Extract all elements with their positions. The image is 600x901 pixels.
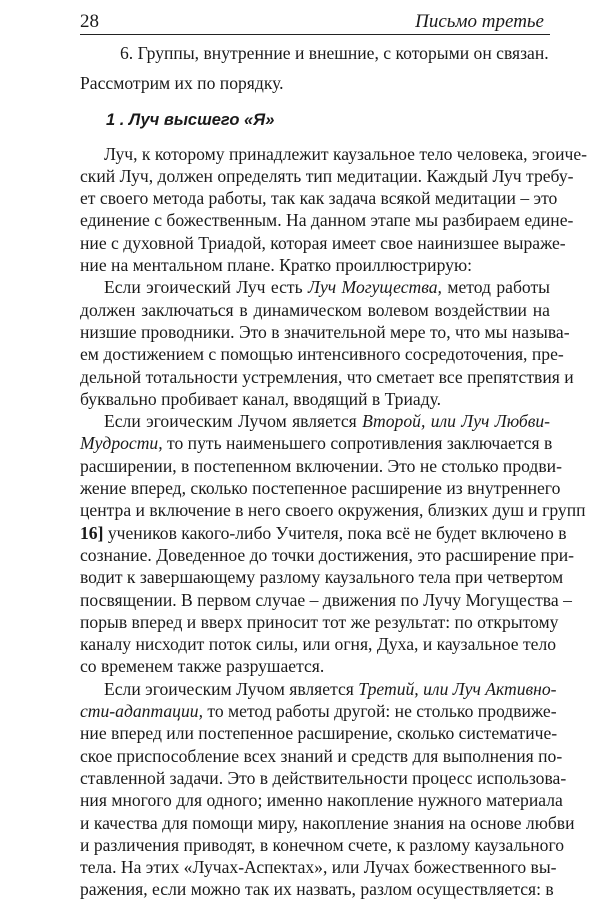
paragraph-line: и различения приводят, в конечном счете, к разлому каузального	[80, 834, 565, 855]
page-header	[80, 10, 550, 35]
paragraph-line: ражения, если можно так их назвать, разлом осуществляется: в	[80, 879, 554, 900]
paragraph-line	[80, 276, 550, 298]
paragraph-line: каналу нисходит поток силы, или огня, Духа, и каузальное тело	[80, 634, 557, 655]
list-item-6: 6. Группы, внутренние и внешние, с которыми он связан.	[120, 43, 549, 63]
paragraph-1	[80, 143, 588, 277]
running-title: Письмо третье	[415, 11, 544, 32]
paragraph-line: Луч, к которому принадлежит каузальное тело человека, эгоиче-	[104, 143, 588, 164]
text-run: Если эгоическим Лучом является	[104, 411, 363, 432]
text-run: Если эгоическим Лучом является	[104, 678, 359, 699]
intro-line: Рассмотрим их по порядку.	[80, 73, 284, 94]
body-text	[80, 42, 588, 901]
paragraph-line: ние на ментальном плане. Кратко проиллюстрирую:	[80, 255, 472, 276]
paragraph-line: ния многого для одного; именно накопление нужного материала	[80, 790, 563, 811]
paragraph-line	[80, 678, 557, 700]
paragraph-line: посвящении. В первом случае – движения по Лучу Могущества –	[80, 589, 572, 610]
paragraph-3	[80, 410, 586, 678]
paragraph-line: жение вперед, сколько постепенное расширение из внутреннего	[80, 478, 561, 499]
text-run: учеников какого-либо Учителя, пока всё не будет включено в	[103, 522, 567, 543]
italic-run: Второй, или Луч Любви-	[362, 411, 551, 432]
paragraph-line: ет своего метода работы, так как задача всякой медитации – это	[80, 188, 558, 209]
paragraph-line: ние с духовной Триадой, которая имеет свое наинизшее выраже-	[80, 232, 566, 253]
paragraph-line	[80, 522, 567, 544]
paragraph-line: должен заключаться в динамическом волевом воздействии на	[80, 299, 550, 320]
text-run: то путь наименьшего сопротивления заключается в	[162, 433, 553, 454]
paragraph-line: низшие проводники. Это в значительной мере то, что мы называ-	[80, 321, 570, 342]
page-number: 28	[80, 11, 99, 32]
paragraph-line: ставленной задачи. Это в действительности процесс использова-	[80, 767, 567, 788]
italic-run: сти-адаптации,	[80, 701, 203, 722]
paragraph-line: центра и включение в него своего окружения, близких душ и групп	[80, 500, 586, 521]
italic-run: Луч Могущества,	[308, 277, 442, 298]
paragraph-2	[80, 276, 574, 410]
paragraph-line	[80, 432, 553, 454]
paragraph-line: ский Луч, должен определять тип медитации. Каждый Луч требу-	[80, 165, 574, 186]
paragraph-line: расширении, в постепенном включении. Это не столько продви-	[80, 455, 562, 476]
paragraph-line	[80, 410, 550, 432]
italic-run: Мудрости,	[80, 433, 163, 454]
paragraph-line: сознание. Доведенное до точки достижения, это расширение при-	[80, 544, 575, 565]
paragraph-line: водит к завершающему разлому каузального тела при четвертом	[80, 567, 564, 588]
italic-run: Третий, или Луч Активно-	[358, 678, 557, 699]
paragraph-line: и качества для помощи миру, накопление знания на основе любви	[80, 812, 575, 833]
paragraph-line: единение с божественным. На данном этапе мы разбираем едине-	[80, 210, 574, 231]
paragraph-line: ние вперед или постепенное расширение, сколько систематиче-	[80, 723, 558, 744]
paragraph-line: буквально пробивает канал, вводящий в Триаду.	[80, 388, 442, 409]
paragraph-4	[80, 678, 575, 901]
paragraph-line: ем достижением с помощью интенсивного сосредоточения, пре-	[80, 344, 564, 365]
paragraph-line: со временем также разрушается.	[80, 656, 325, 677]
text-run: то метод работы другой: не столько продвиже-	[202, 701, 557, 722]
page-marker: 16]	[80, 522, 104, 543]
section-heading: 1 . Луч высшего «Я»	[106, 110, 275, 129]
paragraph-line: дельной тотальности устремления, что сметает все препятствия и	[80, 366, 574, 387]
paragraph-line: порыв вперед и вверх приносит тот же результат: по открытому	[80, 611, 559, 632]
paragraph-line	[80, 700, 557, 722]
paragraph-line: тела. На этих «Лучах-Аспектах», или Лучах божественного вы-	[80, 857, 557, 878]
paragraph-line: ское приспособление всех знаний и средств для выполнения по-	[80, 745, 563, 766]
text-run: метод работы	[441, 277, 550, 298]
text-run: Если эгоический Луч есть	[104, 277, 309, 298]
